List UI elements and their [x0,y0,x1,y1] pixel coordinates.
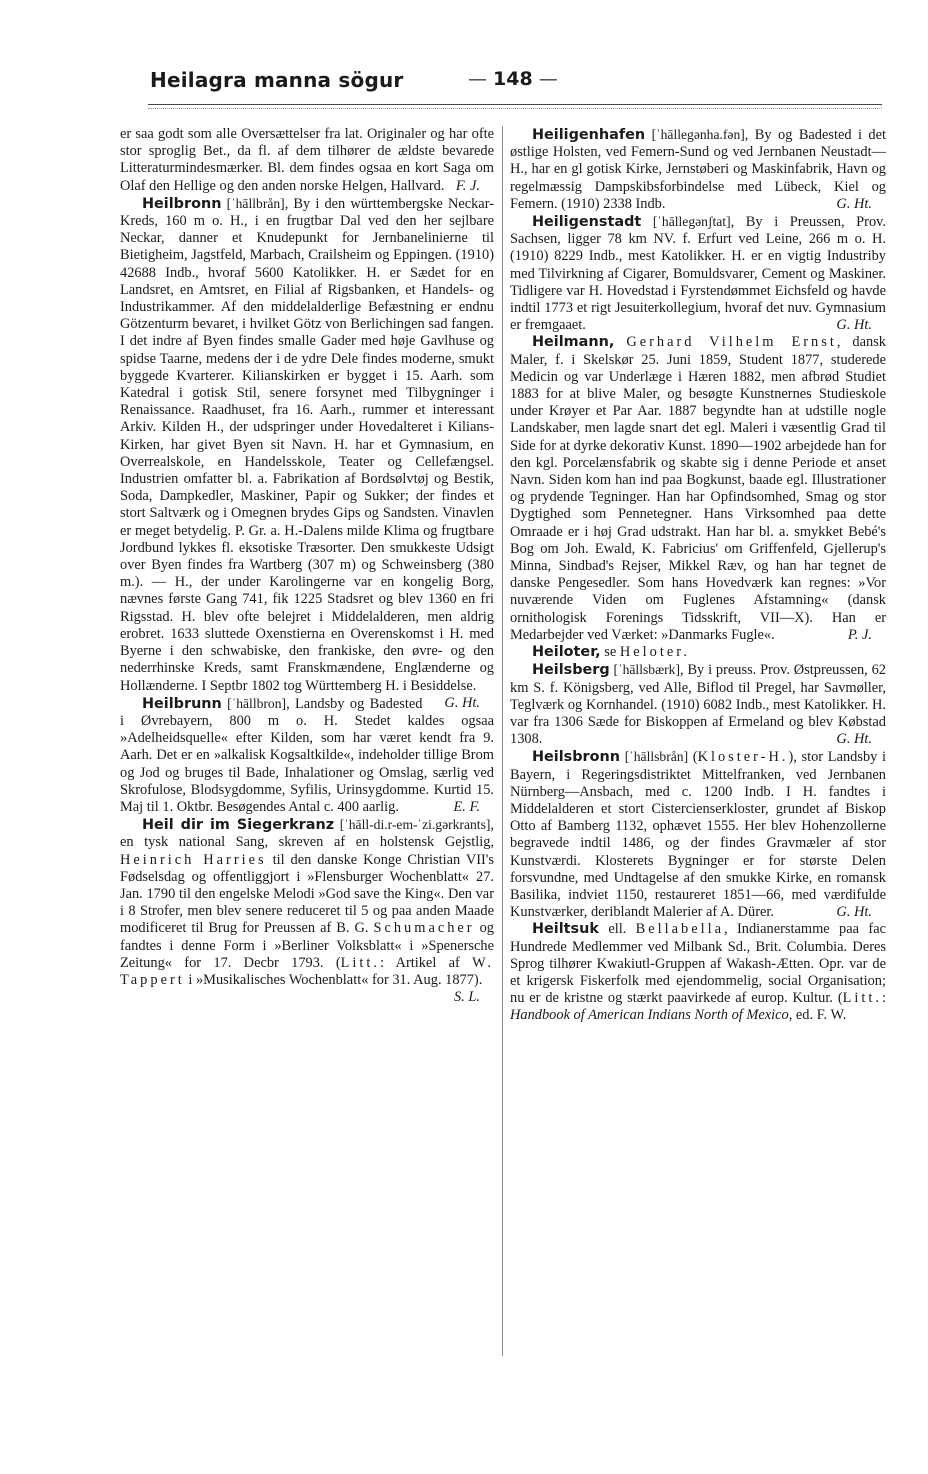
entry-heilmann [510,334,886,644]
continued-entry [120,126,494,195]
headword: Heilbronn [142,195,222,212]
pronunciation: [ˈhāllbrån] [226,195,285,211]
entry-heilsberg [510,661,886,748]
headword: Heilsberg [532,662,610,679]
page-number: — 148 — [468,68,558,90]
entry-heiloter [510,644,886,661]
continued-text: er saa godt som alle Oversættelser fra lat. Originaler og har ofte stor sproglig Bet., da fl. af dem tilhører de ældste bevarede Litteraturmindesmærker. Bl. dem findes ogsaa en kort Saga om Olaf den Hellige og den anden norske Helgen, Hallvard. [120,126,494,194]
entry-heiltsuk [510,921,886,1024]
entry-heiligenstadt [510,213,886,334]
person-name: Schumacher [373,920,475,937]
running-title: Heilagra manna sögur [150,68,404,92]
header-rule [148,104,882,105]
entry-text: , By i Preussen, Prov. Sachsen, ligger 78 km NV. f. Erfurt ved Leine, 266 m o. H. (1910) 8229 Indb., mest Katolikker. H. er en vigtig Industriby med Tilvirkning af Cigarer, Bomuldsvarer, Cement og Maskiner. Tidligere var H. Hovedstad i Fyrstendømmet Eichsfeld og havde indtil 1773 et rigt Jesuiterkollegium, hvoraf det nuv. Gymnasium er fremgaaet. [510,214,886,334]
litt-label: Litt. [842,990,882,1007]
pronunciation: [ˈhāll-di.r-em-ˈzi.gərkrants] [339,817,491,833]
book-title: Handbook of American Indians North of Mexico [510,1007,789,1024]
entry-heilsbronn [510,748,886,921]
see-label: se [604,644,617,661]
signature: G. Ht. [836,731,872,748]
signature: E. F. [453,798,480,815]
cross-reference: Heloter. [619,644,690,661]
entry-heilbrunn [120,695,494,816]
entry-text: , By i preuss. Prov. Østpreussen, 62 km S. f. Königsberg, ved Alle, Biflod til Pregel, har Savmøller, Teglværk og Kornhandel. (1910) 6082 Indb., mest Katolikker. H. var fra 1306 Sæde for Biskoppen af Ermeland og blev Købstad 1308. [510,662,886,748]
headword: Heil dir im Siegerkranz [142,817,335,834]
headword: Heilmann, [532,334,615,351]
alt-name: Bellabella [635,921,725,938]
entry-heil-dir-im-siegerkranz [120,816,495,1006]
headword: Heiligenstadt [532,214,642,231]
pronunciation: [ˈhāllsbrån] [624,749,689,765]
or-label: ell. [608,921,627,938]
entry-text: , ed. F. W. [788,1007,847,1024]
entry-heiligenhafen [510,126,886,213]
entry-text: til den danske Konge Christian VII's Fødselsdag og offentliggjort i »Flensburger Wochenblatt« 27. Jan. 1790 til den engelske Melodi »God save the King«. Den var i 8 Strofer, men blev senere reduceret til 5 og paa anden Maade modificeret til Brug for Preussen af B. G. [120,851,495,937]
person-name: Gerhard Vilhelm Ernst [626,334,837,351]
signature: S. L. [454,989,480,1006]
headword: Heilsbronn [532,749,621,766]
pronunciation: [ˈhāllbron] [227,695,287,711]
entry-text: , dansk Maler, f. i Skelskør 25. Juni 1859, Student 1877, studerede Medicin og var Underlæge i Hæren 1882, men afbrød Studiet 1883 for at blive Maler, og besøgte Kunstnernes Studieskole under Krøyer et Par Aar. 1887 begyndte han at udstille nogle Landskaber, men lagde snart det egl. Maleri i væsentlig Grad til Side for at dyrke dekorativ Kunst. 1890—1902 arbejdede han for den kgl. Porcelænsfabrik og skabte sig i denne Periode et anset Navn. Siden kom han ind paa Bogkunst, baade egl. Illustrationer og prydende Tegninger. Han har Opfindsomhed, Smag og stor Dygtighed som Pennetegner. Hans Virksomhed paa dette Omraade er i høj Grad udstrakt. Han har bl. a. smykket Bebé's Bog om Joh. Ewald, K. Fabricius' om Griffenfeld, Gjellerup's Minna, Sindbad's Rejser, Mikkel Ræv, og han har tegnet de danske Pengesedler. Som hans Hovedværk kan regnes: »Vor nuværende Viden om Fuglenes Afstamning« (dansk ornithologisk Forenings Tidsskrift, VII—X). Han er Medarbejder ved Værket: »Danmarks Fugle«. [510,334,886,643]
signature: G. Ht. [444,694,480,711]
headword: Heilbrunn [142,695,222,712]
pronunciation: [ˈhāllsbærk] [613,662,680,678]
entry-text: , By og Badested i det østlige Holsten, ved Femern-Sund og ved Jernbanen Neustadt—H., har en gl gotisk Kirke, Jernstøberi og Maskinfabrik, Havn og regelmæssig Dampskibsforbindelse med Lübeck, Kiel og Femern. (1910) 2338 Indb. [510,127,886,212]
alt-name: Kloster-H. [697,749,789,766]
entry-text: , en tysk national Sang, skreven af en holstensk Gejstlig, [120,817,494,851]
signature: F. J. [455,177,480,194]
left-column [120,126,494,1006]
entry-text: ( [688,749,698,766]
entry-text: : Artikel af [380,954,460,971]
entry-text: , Landsby og Badested i Øvrebayern, 800 m o. H. Stedet kaldes ogsaa »Adelheidsquelle« efter Kilden, som har været kendt fra 9. Aarh. Det er en »alkalisk Kogsaltkilde«, indeholder tillige Brom og Jod og bruges til Bade, Inhalationer og Omslag, særlig ved Skrofulose, Blodsygdomme, Syfilis, Urinsygdomme. Kurtid 15. Maj til 1. Oktbr. Besøgendes Antal c. 400 aarlig. [120,695,494,815]
pronunciation: [ˈhāllegənha.fən] [651,127,745,142]
entry-text: i »Musikalisches Wochenblatt« for 31. Aug. 1877). [188,971,483,988]
entry-text: , By i den württembergske Neckar-Kreds, 160 m o. H., i en frugtbar Dal ved den her sejlbare Neckar, danner et Knudepunkt for Jernbanelinierne til Bietigheim, Jagstfeld, Marbach, Crailsheim og Eppingen. (1910) 42688 Indb., hvoraf 5600 Katolikker. H. er Sædet for en Landsret, en Amtsret, en Filial af Rigsbanken, et Handels- og Industrikammer. Af den middelalderlige Befæstning er endnu Götzenturm bevaret, i hvilket Götz von Berlichingen sad fangen. I det indre af Byen findes smalle Gader med høje Gavlhuse og spidse Taarne, medens der i de ydre Dele findes moderne, smukt byggede Kvarterer. Kilianskirken er bygget i 15. Aarh. som Katedral i gotisk Stil, senere forsynet med Tilbygninger i Renaissance. Raadhuset, fra 16. Aarh., rummer et interessant Arkiv. Kilden H., der udspringer under Hovedalteret i Kilians-Kirken, har givet Byen sit Navn. H. har et Gymnasium, en Overrealskole, en Handelsskole, Teater og Cellefængsel. Industrien omfatter bl. a. Fabrikation af Bordsølvtøj og Bestik, Soda, Dampkedler, Maskiner, Papir og Sukker; der findes et stort Saltværk og i Omegnen brydes Gips og Sandsten. Vinavlen er meget betydelig. P. Gr. a. H.-Dalens milde Klima og frugtbare Jordbund lykkes fl. eksotiske Træsorter. Den smukkeste Udsigt over Byen findes fra Wartberg (307 m) og Schweinsberg (380 m.). — H., der under Karolingerne var en kongelig Borg, nævnes første Gang 741, fik 1225 Stadsret og blev 1360 en fri Rigsstad. H. blev ofte belejret i Middelalderen, men aldrig erobret. 1633 sluttede Oxenstierna en Overenskomst i H. med Byerne i den schwabiske, den frankiske, den øvre- og den nederrhinske Kreds, samt Franskmændene, Englænderne og Hollænderne. I Septbr 1802 tog Württemberg H. i Besiddelse. [120,195,494,694]
headword: Heiltsuk [532,921,599,938]
signature: G. Ht. [836,904,872,921]
person-name: Heinrich Harries [120,851,267,868]
litt-label: Litt. [340,954,381,971]
signature: G. Ht. [836,317,872,334]
person-name: W. Tappert [120,954,494,988]
entry-text: : [882,990,886,1007]
entry-text: ), stor Landsby i Bayern, i Regeringsdistriktet Mittelfranken, ved Jernbanen Nürnberg—Ansbach, med c. 1200 Indb. I H. fandtes i Middelalderen et stort Cistercienserkloster, grundet af Biskop Otto af Bamberg 1132, ophævet 1555. Her blev Hohenzollerne begravede indtil 1486, og der findes Gravmæler af stor Kunstværdi. Klosterets Bygninger er for største Delen forsvundne, med Undtagelse af den smukke Kirke, en romansk Basilika, indviet 1150, restaureret 1851—66, med værdifulde Kunstværker, deriblandt Malerier af A. Dürer. [510,749,887,921]
entry-text: og fandtes i denne Form i »Berliner Volksblatt« i »Spenersche Zeitung« for 17. Decbr 1793. ( [120,920,494,971]
column-divider [502,126,503,1356]
header-rule-dotted [148,108,882,109]
right-column [510,126,886,1025]
signature: P. J. [847,626,872,643]
pronunciation: [ˈhāllegənʃtat] [652,214,731,230]
entry-text: , Indianerstamme paa fac Hundrede Medlemmer ved Milbank Sd., Brit. Columbia. Deres Sprog tilhører Kwakiutl-Gruppen af Wakash-Ætten. Opr. var de et krigersk Fiskerfolk med ejendommelig, social Organisation; nu er de kristne og stærkt paavirkede af europ. Kultur. ( [510,921,886,1007]
headword: Heiligenhafen [532,127,646,143]
page-number-value: 148 [493,68,533,90]
page-header [150,62,880,102]
headword: Heiloter, [532,644,601,661]
signature: G. Ht. [836,195,872,212]
